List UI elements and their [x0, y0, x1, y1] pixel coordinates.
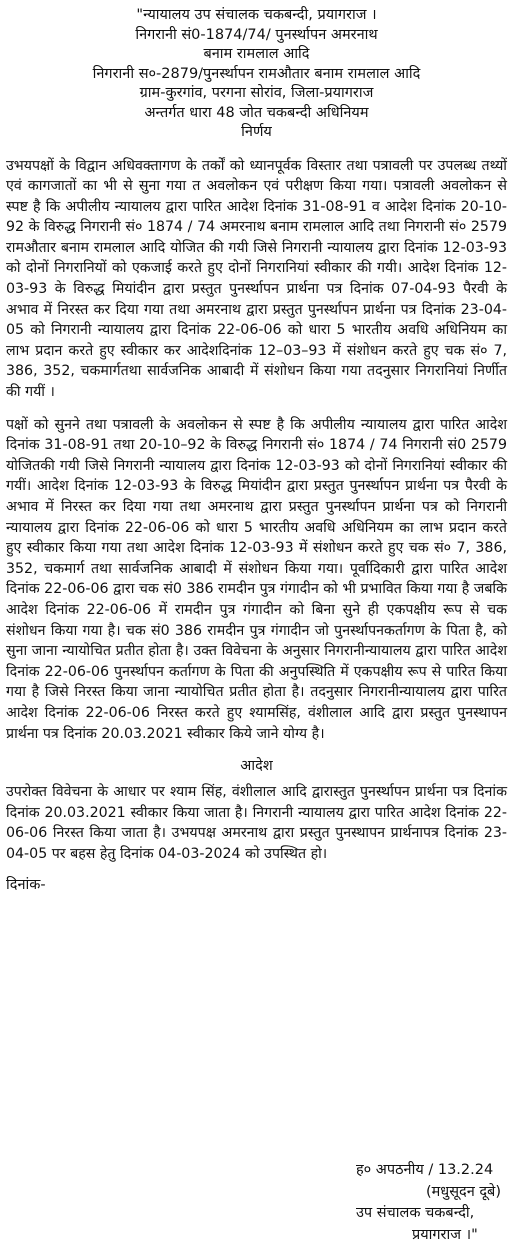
officer-designation: उप संचालक चकबन्दी,	[355, 1205, 475, 1221]
date-label: दिनांक-	[6, 876, 46, 893]
officer-place: प्रयागराज ।"	[411, 1226, 478, 1243]
case-number-1: निगरानी सं0-1874/74/ पुनर्स्थापन अमरनाथ	[135, 26, 378, 43]
order-heading: आदेश	[240, 758, 273, 775]
body-paragraph-2: पक्षों को सुनने तथा पत्रावली के अवलोकन से स्पष्ट है कि अपीलीय न्यायालय द्वारा पारित आदेश दिनांक 31-08-91 तथा 20-10–92 के विरुद्ध निगरानी सं० 1874 / 74 निगरानी सं0 2579 योजितकी गयी जिसे निगरानी न्यायालय द्वारा दिनांक 12-03-93 को दोनों निगरानियां स्वीकार की गयीं। आदेश दिनांक 12-03-93 के विरुद्ध मियांदीन द्वारा प्रस्तुत पुनर्स्थापन प्रार्थना पत्र पैरवी के अभाव में निरस्त कर दिया गया तथा अमरनाथ द्वारा प्रस्तुत पुनर्स्थापन प्रार्थना पत्र को निगरानी न्यायालय द्वारा दिनांक 22-06-06 को धारा 5 भारतीय अवधि अधिनियम का लाभ प्रदान करते हुए स्वीकार किया गया तथा आदेश दिनांक 12-03-93 में संशोधन करते हुए चक सं० 7, 386, 352, चकमार्ग तथा सार्वजनिक आबादी में संशोधन किया गया। पूर्वादिकारी द्वारा पारित आदेश दिनांक 22-06-06 द्वारा चक सं0 386 रामदीन पुत्र गंगादीन को भी प्रभावित किया गया है जबकि आदेश दिनांक 22-06-06 में रामदीन पुत्र गंगादीन को बिना सुने ही एकपक्षीय रूप से चक संशोधन किया गया है। चक सं0 386 रामदीन पुत्र गंगादीन जो पुनर्स्थापनकर्तागण के पिता है, को सुना जाना न्यायोचित प्रतीत होता है। उक्त विवेचना के अनुसार निगरानीन्यायालय द्वारा पारित आदेश दिनांक 22-06-06 पुनर्स्थापन कर्तागण के पिता की अनुपस्थिति में एकपक्षीय रूप से पारित किया गया है जिसे निरस्त किया जाना न्यायोचित प्रतीत होता है। तदनुसार निगरानीन्यायालय द्वारा पारित आदेश दिनांक 22-06-06 निरस्त करते हुए श्यामसिंह, वंशीलाल आदि द्वारा प्रस्तुत पुनस्थापन प्रार्थना पत्र दिनांक 20.03.2021 स्वीकार किये जाने योग्य है।	[6, 416, 507, 742]
document-header	[6, 6, 507, 143]
village-location: ग्राम-कुरगांव, परगना सोरांव, जिला-प्रयागराज	[139, 85, 374, 101]
order-paragraph: उपरोक्त विवेचना के आधार पर श्याम सिंह, वंशीलाल आदि द्वारास्तुत पुनर्स्थापन प्रार्थना पत्र दिनांक दिनांक 20.03.2021 स्वीकार किया जाता है। निगरानी न्यायालय द्वारा पारित आदेश दिनांक 22-06-06 निरस्त किया जाता है। उभयपक्ष अमरनाथ द्वारा प्रस्तुत पुनस्थापन प्रार्थनापत्र दिनांक 23-04-05 पर बहस हेतु दिनांक 04-03-2024 को उपस्थित हो।	[6, 784, 507, 862]
act-section: अन्तर्गत धारा 48 जोत चकबन्दी अधिनियम	[144, 104, 369, 121]
case-number-2: निगरानी स०-2879/पुनर्स्थापन रामऔतार बनाम रामलाल आदि	[92, 65, 421, 82]
court-title: "न्यायालय उप संचालक चकबन्दी, प्रयागराज ।	[136, 7, 377, 23]
signature-line: ह० अपठनीय / 13.2.24	[355, 1162, 494, 1178]
case-parties-1: बनाम रामलाल आदि	[203, 46, 310, 62]
officer-name: (मधुसूदन दूबे)	[425, 1183, 501, 1200]
signature-block	[356, 1160, 501, 1246]
body-paragraph-1: उभयपक्षों के विद्वान अधिवक्तागण के तर्कों को ध्यानपूर्वक विस्तार तथा पत्रावली पर उपलब्ध तथ्यों एवं कागजातों का भी से सुना गया त अवलोकन एवं परीक्षण किया गया। पत्रावली अवलोकन से स्पष्ट है कि अपीलीय न्यायालय द्वारा पारित आदेश दिनांक 31-08-91 व आदेश दिनांक 20-10-92 के विरुद्ध निगरानी सं० 1874 / 74 अमरनाथ बनाम रामलाल आदि तथा निगरानी सं० 2579 रामऔतार बनाम रामलाल आदि योजित की गयी जिसे निगरानी न्यायालय द्वारा दिनांक 12-03-93 को दोनों निगरानियों को एकजाई करते हुए दोनों निगरानियां स्वीकार की गयी। आदेश दिनांक 12-03-93 के विरुद्ध मियांदीन द्वारा प्रस्तुत पुनर्स्थापन प्रार्थना पत्र दिनांक 07-04-93 पैरवी के अभाव में निरस्त कर दिया गया तथा अमरनाथ द्वारा प्रस्तुत पुनर्स्थापन प्रार्थना पत्र दिनांक 23-04-05 को निगरानी न्यायालय द्वारा दिनांक 22-06-06 को धारा 5 भारतीय अवधि अधिनियम का लाभ प्रदान करते हुए स्वीकार कर आदेशदिनांक 12–03–93 में संशोधन करते हुए चक सं० 7, 386, 352, चकमार्गतथा सार्वजनिक आबादी में संशोधन किया गया तदनुसार निगरानियां निर्णीत की गयीं ।	[6, 157, 507, 401]
judgment-heading: निर्णय	[241, 124, 272, 140]
